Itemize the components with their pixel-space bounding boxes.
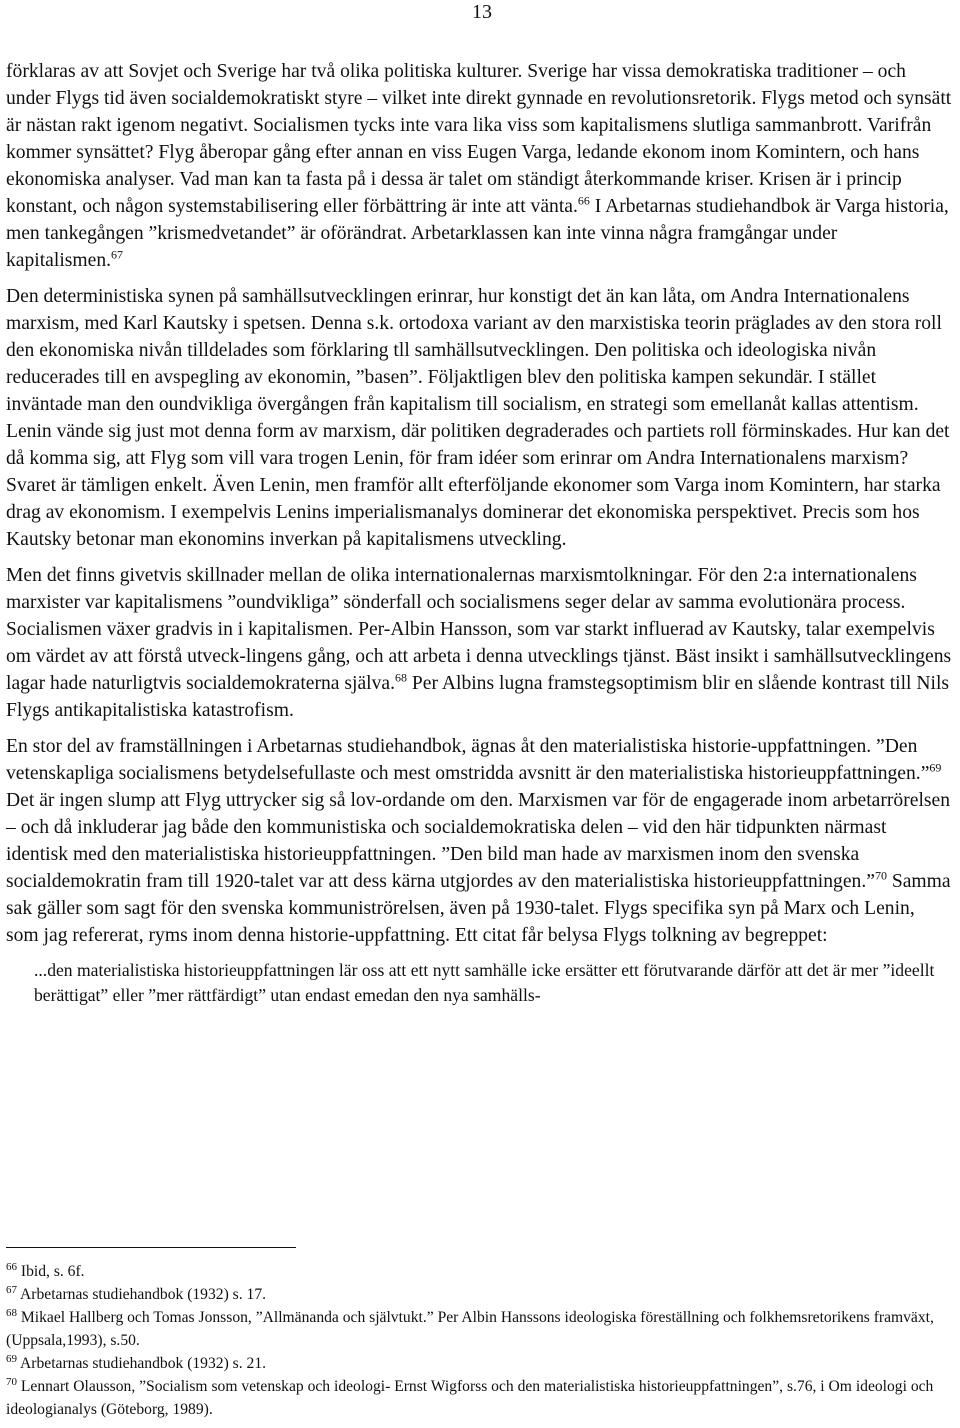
footnote-number: 67 [6,1283,17,1296]
paragraph-text: Men det finns givetvis skillnader mellan de olika internationalernas marxismtolkningar. För den 2:a internationalens marxister var kapitalismens ”oundvikliga” sönderfall och socialismens seger delar av samma evolutionära process. Socialismen växer gradvis in i kapitalismen. Per-Albin Hansson, som var starkt influerad av Kautsky, talar exempelvis om värdet av att förstå utveck-lingens gång, och att arbeta i denna utvecklings tjänst. Bäst insikt i samhällsutvecklingens lagar hade naturligtvis socialdemokraterna själva. [6,565,952,694]
footnote-text: Lennart Olausson, ”Socialism som vetenskap och ideologi- Ernst Wigforss och den materialistiska historieuppfattningen”, s.76, i Om ideologi och ideologianalys (Göteborg, 1989). [6,1378,934,1418]
paragraph-text: Den deterministiska synen på samhällsutvecklingen erinrar, hur konstigt det än kan låta, om Andra Internationalens marxism, med Karl Kautsky i spetsen. Denna s.k. ortodoxa variant av den marxistiska teorin präglades av den stora roll den ekonomiska nivån tilldelades som förklaring tll samhällsutvecklingen. Den politiska och ideologiska nivån reducerades till en avspegling av ekonomin, ”basen”. Följaktligen blev den politiska kampen sekundär. I stället inväntade man den oundvikliga övergången från kapitalism till socialism, en strategi som emellanåt kallas attentism. Lenin vände sig just mot denna form av marxism, där politiken degraderades och partiets roll förminskades. Hur kan det då komma sig, att Flyg som vill vara trogen Lenin, för fram idéer som erinrar om Andra Internationalens marxism? Svaret är tämligen enkelt. Även Lenin, men framför allt efterföljande ekonomer som Varga inom Komintern, har starka drag av ekonomism. I exempelvis Lenins imperialismanalys dominerar det ekonomiska perspektivet. Precis som hos Kautsky betonar man ekonomins inverkan på kapitalismens utveckling. [6,286,950,550]
footnote-ref[interactable]: 68 [395,670,408,685]
footnote [6,1352,946,1375]
footnote-text: Arbetarnas studiehandbok (1932) s. 17. [17,1286,267,1303]
footnote-text: Arbetarnas studiehandbok (1932) s. 21. [17,1355,267,1372]
footnote-ref[interactable]: 69 [929,760,942,775]
paragraph-text: Per Albins lugna framstegsoptimism blir en slående kontrast till Nils Flygs antikapitalistiska katastrofism. [6,673,950,721]
footnote [6,1283,946,1306]
footnote [6,1306,946,1352]
paragraph-text: Det är ingen slump att Flyg uttrycker sig så lov-ordande om den. Marxismen var för de engagerade inom arbetarrörelsen – och då inkluderar jag både den kommunistiska och socialdemokratiska delen – vid den här tidpunkten närmast identisk med den materialistiska historieuppfattningen. ”Den bild man hade av marxismen inom den svenska socialdemokratin fram till 1920-talet var att dess kärna utgjordes av den materialistiska historieuppfattningen.” [6,790,951,892]
footnote-divider [6,1247,296,1248]
paragraph [6,562,952,724]
paragraph [6,733,952,949]
paragraph-text: förklaras av att Sovjet och Sverige har två olika politiska kulturer. Sverige har vissa demokratiska traditioner – och under Flygs tid även socialdemokratiskt styre – vilket inte direkt gynnade en revolutionsretorik. Flygs metod och synsätt är nästan rakt igenom negativt. Socialismen tycks inte vara lika viss som kapitalismens slutliga sammanbrott. Varifrån kommer synsättet? Flyg åberopar gång efter annan en viss Eugen Varga, ledande ekonom inom Komintern, och hans ekonomiska analyser. Vad man kan ta fasta på i dessa är talet om ständigt återkommande kriser. Krisen är i princip konstant, och någon systemstabilisering eller förbättring är inte att vänta. [6,61,952,217]
footnote-ref[interactable]: 70 [874,868,887,883]
block-quote: ...den materialistiska historieuppfattningen lär oss att ett nytt samhälle icke ersätter ett förutvarande därför att det är mer ”ideellt berättigat” eller ”mer rättfärdigt” utan endast emedan den nya samhälls- [34,960,935,1005]
footnote-ref[interactable]: 66 [577,193,590,208]
footnote-number: 66 [6,1260,17,1273]
footnote-number: 70 [6,1375,17,1388]
paragraph [6,58,952,274]
paragraph-text: I Arbetarnas studiehandbok är Varga historia, men tankegången ”krismedvetandet” är oförändrat. Arbetarklassen kan inte vinna några framgångar under kapitalismen. [6,196,949,271]
footnote-number: 68 [6,1306,17,1319]
footnote [6,1375,946,1421]
footnote-ref[interactable]: 67 [111,247,124,262]
paragraph-text: En stor del av framställningen i Arbetarnas studiehandbok, ägnas åt den materialistiska historie-uppfattningen. ”Den vetenskapliga socialismens betydelsefullaste och mest omstridda avsnitt är den materialistiska historieuppfattningen.” [6,736,930,784]
footnote-text: Mikael Hallberg och Tomas Jonsson, ”Allmänanda och självtukt.” Per Albin Hanssons ideologiska föreställning och folkhemsretorikens framväxt, (Uppsala,1993), s.50. [6,1309,934,1349]
body-text [6,58,952,1008]
footnotes [6,1260,946,1421]
paragraph-text: Samma sak gäller som sagt för den svenska kommuniströrelsen, även på 1930-talet. Flygs specifika syn på Marx och Lenin, som jag refererat, ryms inom denna historie-uppfattning. Ett citat får belysa Flygs tolkning av begreppet: [6,871,951,946]
footnote-text: Ibid, s. 6f. [17,1263,85,1280]
page-number: 13 [472,1,492,23]
footnote [6,1260,946,1283]
paragraph [6,283,952,553]
footnote-number: 69 [6,1352,17,1365]
